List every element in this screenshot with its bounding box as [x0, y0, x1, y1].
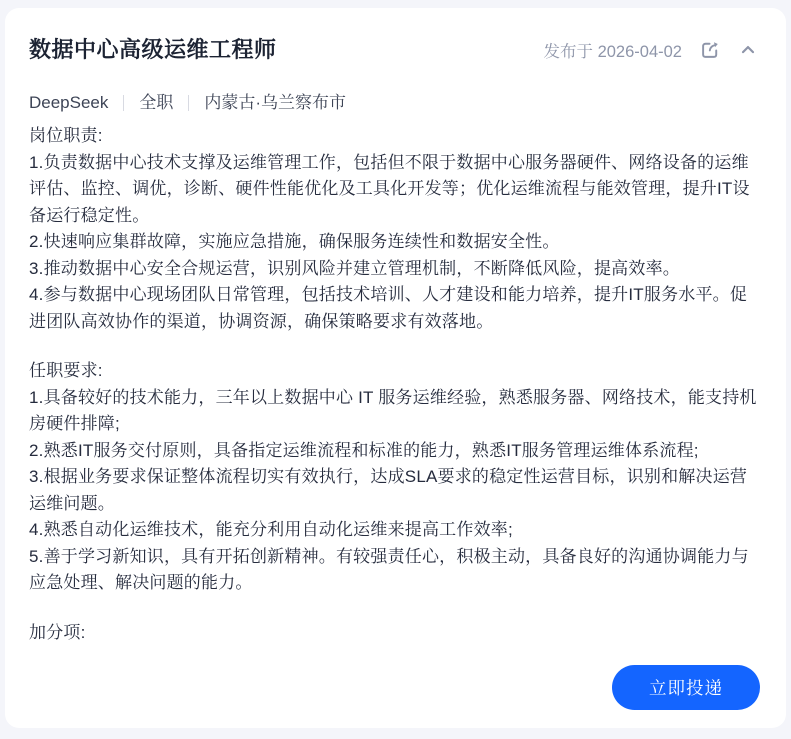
job-description: [29, 123, 760, 646]
section-item: 4.熟悉自动化运维技术，能充分利用自动化运维来提高工作效率;: [29, 520, 513, 539]
section-title: 任职要求:: [29, 361, 103, 380]
publish-date: 发布于 2026-04-02: [543, 43, 682, 61]
section-item: 2.熟悉IT服务交付原则，具备指定运维流程和标准的能力，熟悉IT服务管理运维体系流程;: [29, 440, 699, 460]
section-item: 1.具备较好的技术能力，三年以上数据中心 IT 服务运维经验，熟悉服务器、网络技术，能支持机房硬件排障;: [29, 387, 757, 433]
share-icon: [699, 39, 721, 61]
section-item: 3.推动数据中心安全合规运营，识别风险并建立管理机制，不断降低风险，提高效率。: [29, 258, 680, 278]
collapse-button[interactable]: [736, 38, 760, 62]
section-item: 5.善于学习新知识，具有开拓创新精神。有较强责任心，积极主动，具备良好的沟通协调能力与应急处理、解决问题的能力。: [29, 546, 749, 592]
section-title: 岗位职责:: [29, 126, 103, 145]
job-detail-card: [5, 8, 786, 728]
apply-button[interactable]: 立即投递: [612, 665, 760, 710]
share-button[interactable]: [698, 38, 722, 62]
meta-divider: [123, 95, 124, 111]
meta-divider: [188, 95, 189, 111]
description-section: [29, 358, 760, 597]
job-header: [29, 36, 760, 64]
company-name: DeepSeek: [29, 93, 109, 112]
section-item: 1.负责数据中心技术支撑及运维管理工作，包括但不限于数据中心服务器硬件、网络设备的运维评估、监控、调优，诊断、硬件性能优化及工具化开发等；优化运维流程与能效管理，提升IT设备运行稳定性。: [29, 152, 750, 225]
section-item: 3.根据业务要求保证整体流程切实有效执行，达成SLA要求的稳定性运营目标，识别和解决运营运维问题。: [29, 467, 748, 513]
employment-type: 全职: [139, 93, 174, 112]
section-item: 2.快速响应集群故障，实施应急措施，确保服务连续性和数据安全性。: [29, 232, 560, 251]
description-section: [29, 123, 760, 335]
footer-actions: [29, 665, 760, 710]
chevron-up-icon: [738, 40, 758, 60]
job-title: 数据中心高级运维工程师: [29, 37, 277, 62]
description-section: [29, 620, 760, 647]
section-item: 4.参与数据中心现场团队日常管理，包括技术培训、人才建设和能力培养，提升IT服务水平。促进团队高效协作的渠道，协调资源，确保策略要求有效落地。: [29, 285, 748, 331]
section-title: 加分项:: [29, 622, 86, 642]
job-location: 内蒙古·乌兰察布市: [204, 93, 347, 112]
job-meta: [29, 91, 760, 115]
header-actions: [544, 38, 761, 62]
